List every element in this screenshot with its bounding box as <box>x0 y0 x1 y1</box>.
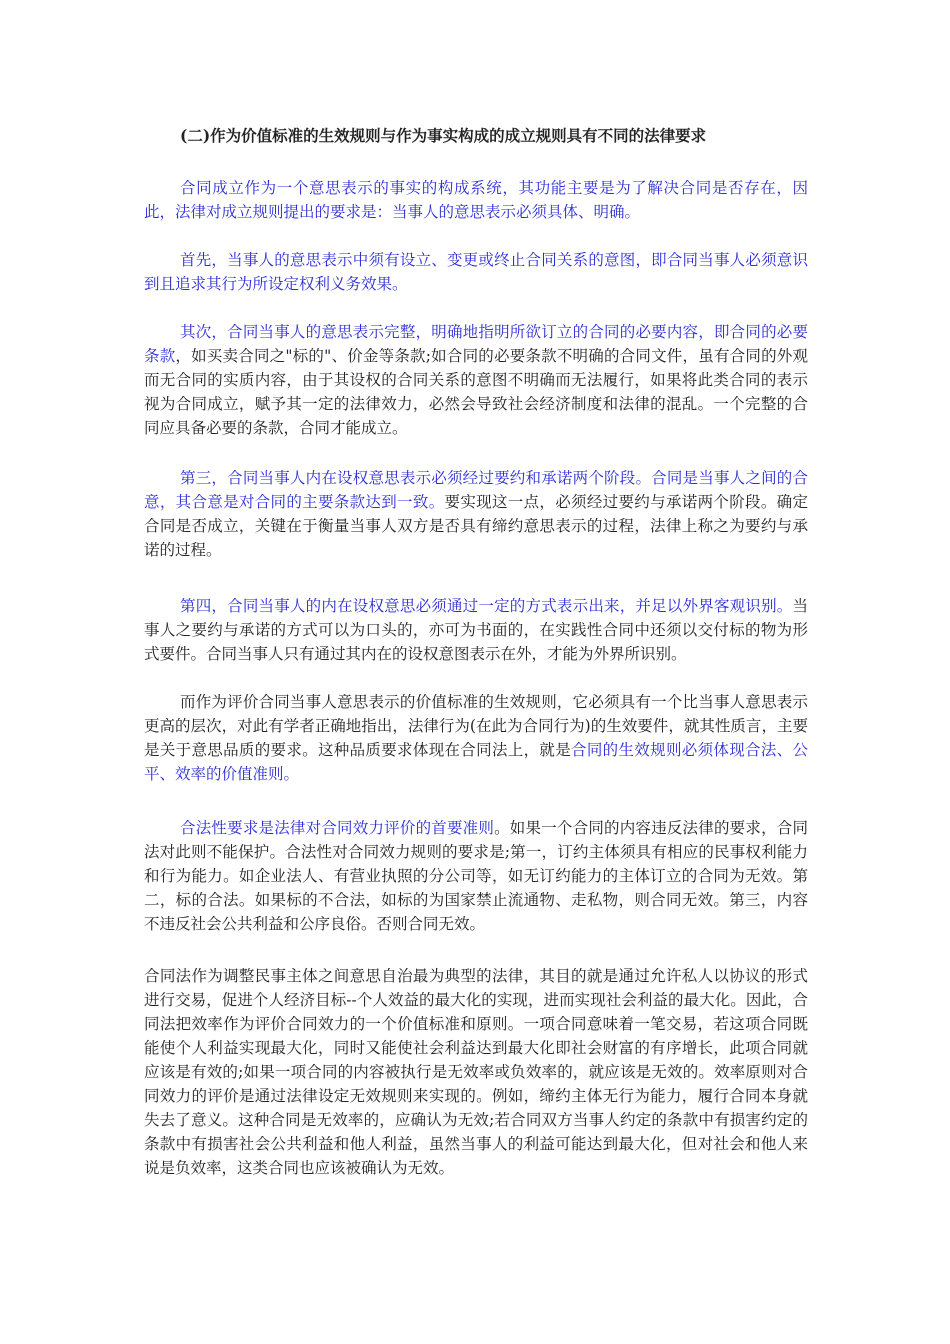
paragraph-5-text: 当事人之要约与承诺的方式可以为口头的，亦可为书面的，在实践性合同中还须以交付标的物为形式要件。合同当事人只有通过其内在的设权意图表示在外，才能为外界所识别。 <box>144 597 808 663</box>
paragraph-7-highlight: 合法性要求是法律对合同效力评价的首要准则 <box>180 819 495 837</box>
paragraph-6-highlight: 合同的生效规则必须体现合法、公平、效率的价值准则。 <box>144 741 808 783</box>
paragraph-3-highlight: 其次，合同当事人的意思表示完整，明确地指明所欲订立的合同的必要内容，即合同的必要条款 <box>144 323 808 365</box>
paragraph-2: 首先，当事人的意思表示中须有设立、变更或终止合同关系的意图，即合同当事人必须意识到且追求其行为所设定权利义务效果。 <box>144 251 808 293</box>
paragraph-6 <box>144 690 808 786</box>
paragraph-4 <box>144 466 808 562</box>
paragraph-3 <box>144 320 808 440</box>
paragraph-7 <box>144 816 808 936</box>
paragraph-7-text: 。如果一个合同的内容违反法律的要求，合同法对此则不能保护。合法性对合同效力规则的要求是;第一，订约主体须具有相应的民事权利能力和行为能力。如企业法人、有营业执照的分公司等，如无订约能力的主体订立的合同为无效。第二，标的合法。如果标的不合法，如标的为国家禁止流通物、走私物，则合同无效。第三，内容不违反社会公共利益和公序良俗。否则合同无效。 <box>144 819 808 933</box>
paragraph-6-text: 而作为评价合同当事人意思表示的价值标准的生效规则，它必须具有一个比当事人意思表示更高的层次，对此有学者正确地指出，法律行为(在此为合同行为)的生效要件，就其性质言，主要是关于意思品质的要求。这种品质要求体现在合同法上，就是 <box>144 693 808 759</box>
paragraph-4-text: 要实现这一点，必须经过要约与承诺两个阶段。确定合同是否成立，关键在于衡量当事人双方是否具有缔约意思表示的过程，法律上称之为要约与承诺的过程。 <box>144 493 808 559</box>
paragraph-5-highlight: 第四，合同当事人的内在设权意思必须通过一定的方式表示出来，并足以外界客观识别。 <box>180 597 793 615</box>
paragraph-8: 合同法作为调整民事主体之间意思自治最为典型的法律，其目的就是通过允许私人以协议的形式进行交易，促进个人经济目标--个人效益的最大化的实现，进而实现社会利益的最大化。因此，合同法把效率作为评价合同效力的一个价值标准和原则。一项合同意味着一笔交易，若这项合同既能使个人利益实现最大化，同时又能使社会利益达到最大化即社会财富的有序增长，此项合同就应该是有效的;如果一项合同的内容被执行是无效率或负效率的，就应该是无效的。效率原则对合同效力的评价是通过法律设定无效规则来实现的。例如，缔约主体无行为能力，履行合同本身就失去了意义。这种合同是无效率的，应确认为无效;若合同双方当事人约定的条款中有损害约定的条款中有损害社会公共利益和他人利益，虽然当事人的利益可能达到最大化，但对社会和他人来说是负效率，这类合同也应该被确认为无效。 <box>144 967 808 1177</box>
paragraph-5 <box>144 594 808 666</box>
paragraph-1: 合同成立作为一个意思表示的事实的构成系统，其功能主要是为了解决合同是否存在，因此，法律对成立规则提出的要求是：当事人的意思表示必须具体、明确。 <box>144 179 808 221</box>
paragraph-3-text: ，如买卖合同之"标的"、价金等条款;如合同的必要条款不明确的合同文件，虽有合同的外观而无合同的实质内容，由于其设权的合同关系的意图不明确而无法履行，如果将此类合同的表示视为合同成立，赋予其一定的法律效力，必然会导致社会经济制度和法律的混乱。一个完整的合同应具备必要的条款，合同才能成立。 <box>144 347 808 437</box>
section-heading: (二)作为价值标准的生效规则与作为事实构成的成立规则具有不同的法律要求 <box>180 126 707 145</box>
paragraph-4-highlight: 第三，合同当事人内在设权意思表示必须经过要约和承诺两个阶段。合同是当事人之间的合意，其合意是对合同的主要条款达到一致。 <box>144 469 808 511</box>
